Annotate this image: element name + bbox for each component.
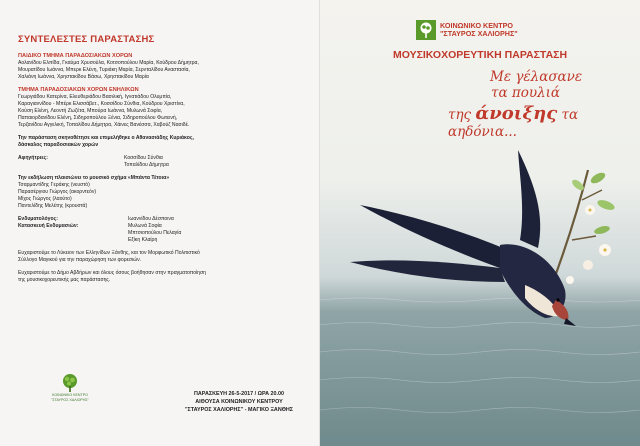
poem-highlight: άνοιξης xyxy=(475,103,558,124)
costume-curator-name: Ιωαννίδου Δέσποινα xyxy=(128,216,174,222)
music-line: Παντελίδης Μελέτης (κρουστά) xyxy=(18,203,88,209)
show-title: ΜΟΥΣΙΚΟΧΟΡΕΥΤΙΚΗ ΠΑΡΑΣΤΑΣΗ xyxy=(392,49,568,61)
music-line: Τσαρμαντίδης Γεράκης (νευστό) xyxy=(18,182,90,188)
children-line: Μουρατίδου Ιωάννα, Μπερκ Ελένη, Τυριάκη Μαρία, Σερνταλίδου Αναστασία, xyxy=(18,67,190,73)
narrator-name: Κοσσίδου Σύνθια xyxy=(124,155,163,161)
narrators-row xyxy=(18,155,306,162)
cover-panel xyxy=(320,0,640,446)
narrators-label: Αφηγήτριες: xyxy=(18,155,48,161)
thanks-line: Ευχαριστούμε το Δήμο Αβδήρων και όλους όσους βοήθησαν στην πραγματοποίηση xyxy=(18,270,206,276)
poem-line-3-start: της xyxy=(448,107,476,123)
brand-block xyxy=(416,20,518,40)
music-title: Την εκδήλωση πλαισιώνει το μουσικό σχήμα «Μπάντα Τέτοια» xyxy=(18,175,170,181)
brand-line: "ΣΤΑΥΡΟΣ ΧΑΛΙΟΡΗΣ" xyxy=(440,29,518,38)
direction-line: δάσκαλος παραδοσιακών χορών xyxy=(18,142,99,148)
adults-line: Γεωργιάδου Κατερίνα, Ελευθεριάδου Βασιλική, Ιγνατιάδου Ολυμπία, xyxy=(18,94,172,100)
blossom-branch xyxy=(550,170,616,290)
music-line: Παρασέργιου Γιώργος (ακορντεόν) xyxy=(18,189,97,195)
costume-makers-label: Κατασκευή Ενδυμασιών: xyxy=(18,223,79,229)
costume-curator-label: Ενδυματολόγος: xyxy=(18,216,58,222)
poem-line-3-end: τα αηδόνια... xyxy=(448,107,579,140)
costume-curator-row xyxy=(18,216,306,223)
adults-section-title: ΤΜΗΜΑ ΠΑΡΑΔΟΣΙΑΚΩΝ ΧΟΡΩΝ ΕΝΗΛΙΚΩΝ xyxy=(18,87,139,93)
poem-line-2: τα πουλιά xyxy=(491,85,561,101)
costume-makers-row xyxy=(18,223,306,230)
event-location: "ΣΤΑΥΡΟΣ ΧΑΛΙΟΡΗΣ" - ΜΑΓΙΚΟ ΞΑΝΘΗΣ xyxy=(184,407,294,413)
event-venue: ΑΙΘΟΥΣΑ ΚΟΙΝΩΝΙΚΟΥ ΚΕΝΤΡΟΥ xyxy=(195,399,283,405)
children-line: Αολανίδου Ελπίδα, Γκαύμα Χρυσούλα, Κοτσοπούλου Μαρία, Κούδρου Δήμητρα, xyxy=(18,60,199,66)
swallow-body xyxy=(350,150,576,326)
logo-caption-line: "ΣΤΑΥΡΟΣ ΧΑΛΙΟΡΗΣ" xyxy=(51,398,89,402)
direction-line: Την παράσταση σκηνοθέτησε και επιμελήθηκε ο Αθανασιάδης Κυριάκος, xyxy=(18,135,194,141)
tree-logo-icon xyxy=(416,20,436,40)
thanks-line: Σύλλογο Μαγικού για την παραχώρηση των φορεσιών. xyxy=(18,257,142,263)
social-center-logo xyxy=(46,373,94,403)
brand-line: ΚΟΙΝΩΝΙΚΟ ΚΕΝΤΡΟ xyxy=(440,21,513,30)
children-section-title: ΠΑΙΔΙΚΟ ΤΜΗΜΑ ΠΑΡΑΔΟΣΙΑΚΩΝ ΧΟΡΩΝ xyxy=(18,53,133,59)
costume-maker-name: Μπτσιοπούλου Πελαγία xyxy=(128,230,182,236)
credits-heading: ΣΥΝΤΕΛΕΣΤΕΣ ΠΑΡΑΣΤΑΣΗΣ xyxy=(18,34,155,45)
adults-line: Κούση Ελένη, Λεοντή Ζωζέτα, Μπούρα Ιωάννα, Μυλωνά Σοφία, xyxy=(18,108,163,114)
music-line: Μίχος Γιώργος (λαούτο) xyxy=(18,196,72,202)
tree-logo-icon xyxy=(61,373,79,393)
thanks-line: Ευχαριστούμε το Λύκειον των Ελληνίδων Ξάνθης, και τον Μορφωτικό Πολιτιστικό xyxy=(18,250,200,256)
costume-maker-name: Μυλωνά Σοφία xyxy=(128,223,162,229)
poem-line-1: Με γέλασανε xyxy=(490,69,583,85)
event-date-time: ΠΑΡΑΣΚΕΥΗ 26-5-2017 / ΩΡΑ 20.00 xyxy=(193,391,285,397)
adults-line: Παπαιορδανίδου Ελένη, Σιδηροπούλου Ξένια, Σιδηροπούλου Φωτεινή, xyxy=(18,115,178,121)
adults-line: Καραγιαννίδου - Μπέρκ Ελισσάβετ., Κοσσίδου Σύνθια, Κούδρου Χριστίνα, xyxy=(18,101,185,107)
swallow-illustration xyxy=(320,0,640,446)
costume-maker-name: Εξίκη Κλαίρη xyxy=(128,237,158,243)
poem-line-3 xyxy=(448,103,640,140)
narrator-name: Τοπαλίδου Δήμητρα xyxy=(124,162,169,168)
event-details xyxy=(174,390,304,414)
adults-line: Τερζανίδου Αγγελική, Τοπαλίδου Δήμητρα, Χάινες Βανέσσα, Χαβούζ Νασιδέ. xyxy=(18,122,190,128)
children-line: Χαλιάνη Ιωάννα, Χρηστακίδου Βάσω, Χρηστακίδου Μαρία xyxy=(18,74,149,80)
sea-horizon xyxy=(320,298,640,413)
thanks-line: της μουσικοχορευτικής μας παράστασης. xyxy=(18,277,111,283)
logo-caption-line: ΚΟΙΝΩΝΙΚΟ ΚΕΝΤΡΟ xyxy=(52,393,88,397)
